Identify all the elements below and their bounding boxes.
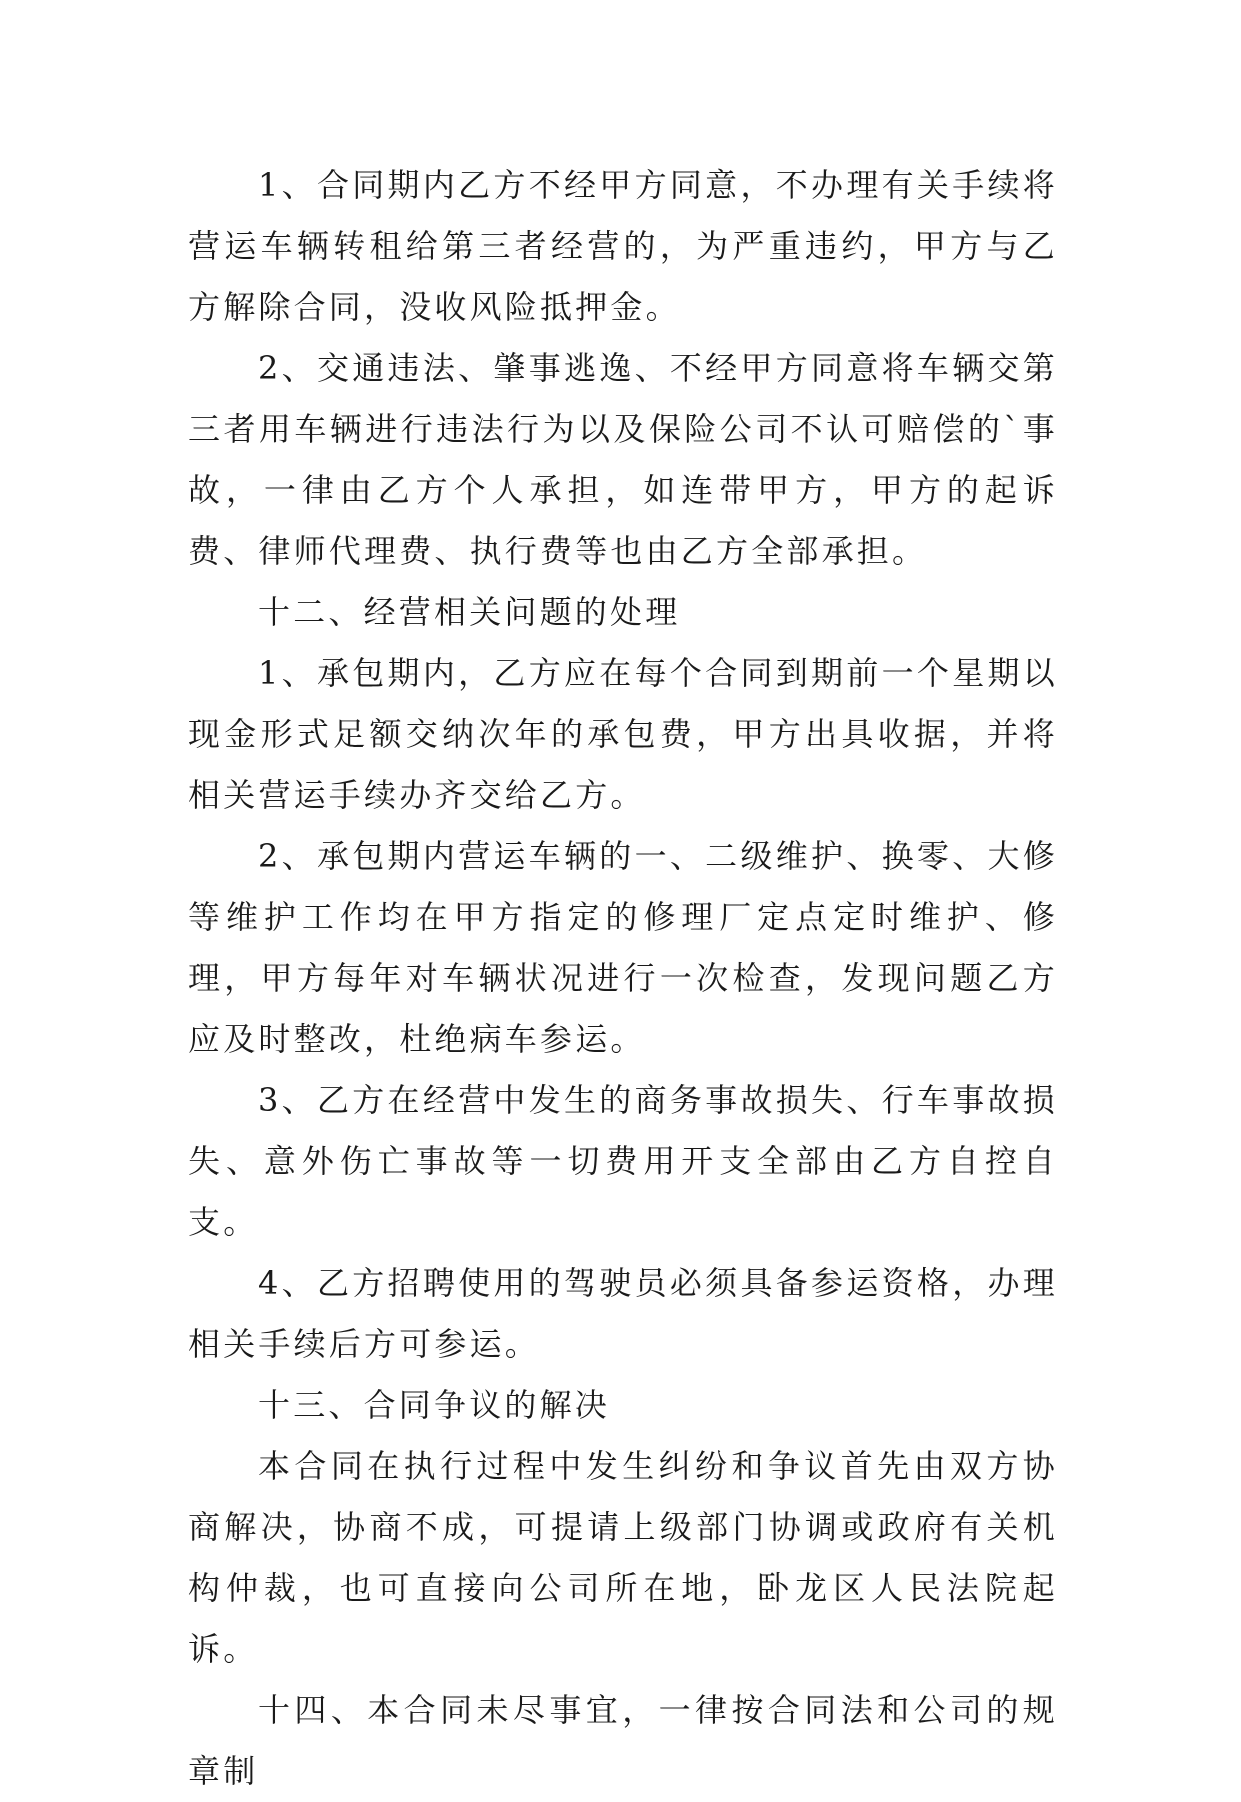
section-12-clause-1: 1、承包期内，乙方应在每个合同到期前一个星期以现金形式足额交纳次年的承包费，甲方出具收据，并将相关营运手续办齐交给乙方。	[188, 654, 1058, 814]
section-13-heading: 十三、合同争议的解决	[258, 1386, 611, 1424]
section-12-heading: 十二、经营相关问题的处理	[258, 593, 681, 631]
section-14-body: 十四、本合同未尽事宜，一律按合同法和公司的规章制	[188, 1691, 1058, 1790]
section-12-clause-4: 4、乙方招聘使用的驾驶员必须具备参运资格，办理相关手续后方可参运。	[188, 1264, 1058, 1363]
section-12-clause-3: 3、乙方在经营中发生的商务事故损失、行车事故损失、意外伤亡事故等一切费用开支全部由乙方自控自支。	[188, 1081, 1058, 1241]
section-13-body: 本合同在执行过程中发生纠纷和争议首先由双方协商解决，协商不成，可提请上级部门协调或政府有关机构仲裁，也可直接向公司所在地，卧龙区人民法院起诉。	[188, 1447, 1058, 1668]
clause-2-liability: 2、交通违法、肇事逃逸、不经甲方同意将车辆交第三者用车辆进行违法行为以及保险公司不认可赔偿的`事故，一律由乙方个人承担，如连带甲方，甲方的起诉费、律师代理费、执行费等也由乙方全部承担。	[188, 349, 1058, 570]
document-body	[188, 155, 1058, 1802]
clause-1-sublease-breach: 1、合同期内乙方不经甲方同意，不办理有关手续将营运车辆转租给第三者经营的，为严重违约，甲方与乙方解除合同，没收风险抵押金。	[188, 166, 1058, 326]
section-12-clause-2: 2、承包期内营运车辆的一、二级维护、换零、大修等维护工作均在甲方指定的修理厂定点定时维护、修理，甲方每年对车辆状况进行一次检查，发现问题乙方应及时整改，杜绝病车参运。	[188, 837, 1058, 1058]
